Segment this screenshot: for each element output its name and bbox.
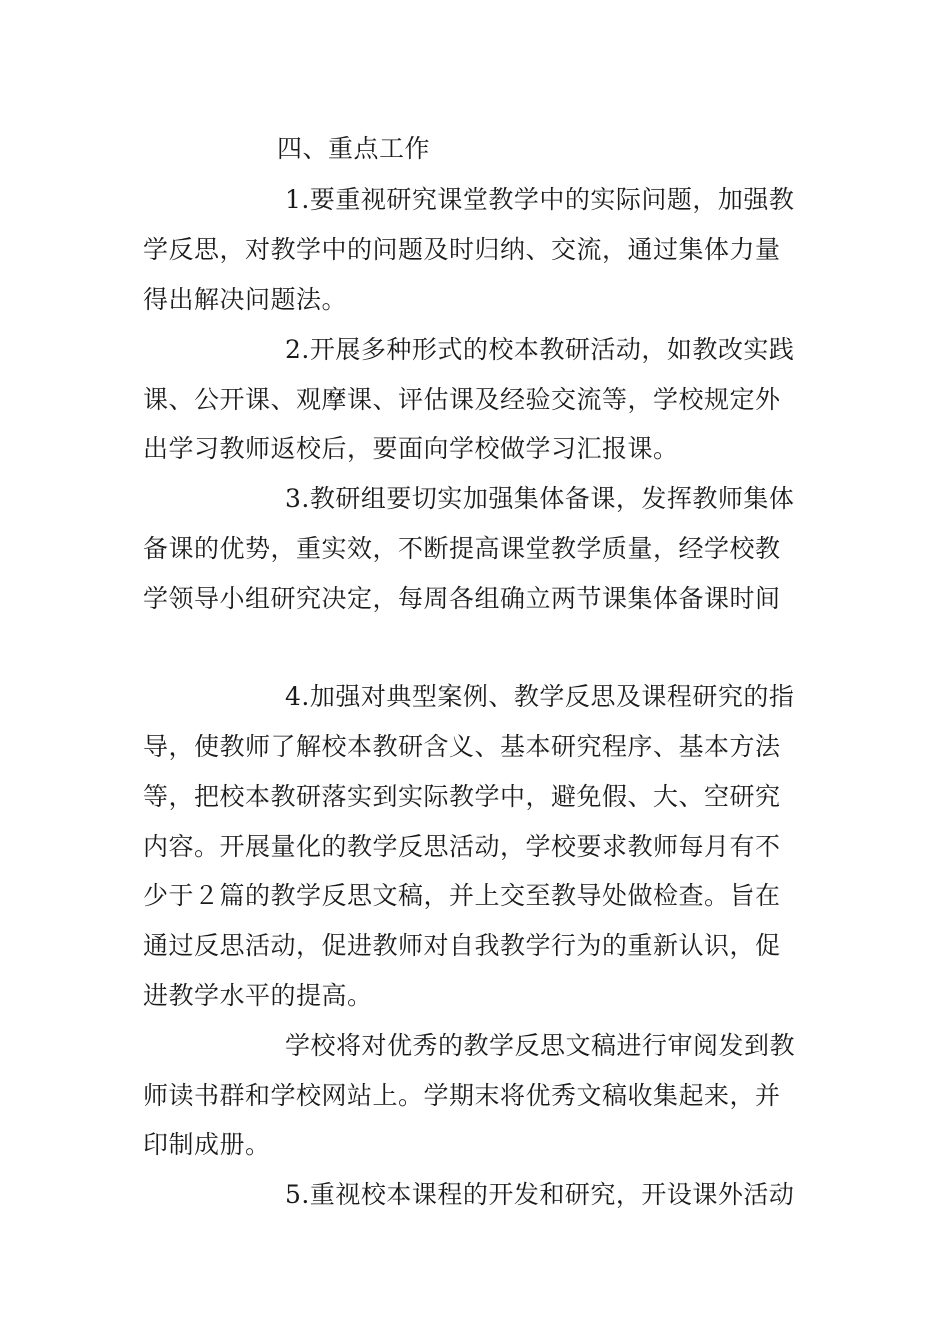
item-3-line-1: 3.教研组要切实加强集体备课，发挥教师集体 bbox=[285, 484, 795, 513]
paragraph-5-line-2: 师读书群和学校网站上。学期末将优秀文稿收集起来，并 bbox=[143, 1081, 781, 1110]
section-heading: 四、重点工作 bbox=[277, 134, 431, 163]
paragraph-5-line-3: 印制成册。 bbox=[143, 1130, 271, 1159]
item-4-line-1: 4.加强对典型案例、教学反思及课程研究的指 bbox=[285, 682, 795, 711]
item-3-line-2: 备课的优势，重实效，不断提高课堂教学质量，经学校教 bbox=[143, 534, 781, 563]
item-5-line-1: 5.重视校本课程的开发和研究，开设课外活动 bbox=[285, 1180, 795, 1209]
item-4-line-6: 通过反思活动，促进教师对自我教学行为的重新认识，促 bbox=[143, 931, 781, 960]
paragraph-5-line-1: 学校将对优秀的教学反思文稿进行审阅发到教 bbox=[285, 1031, 796, 1060]
item-2-line-1: 2.开展多种形式的校本教研活动，如教改实践 bbox=[285, 335, 795, 364]
item-2-line-3: 出学习教师返校后，要面向学校做学习汇报课。 bbox=[143, 434, 679, 463]
item-3-line-3: 学领导小组研究决定，每周各组确立两节课集体备课时间 bbox=[143, 584, 781, 613]
item-4-line-5: 少于２篇的教学反思文稿，并上交至教导处做检查。旨在 bbox=[143, 881, 781, 910]
item-1-line-2: 学反思，对教学中的问题及时归纳、交流，通过集体力量 bbox=[143, 235, 781, 264]
item-4-line-3: 等，把校本教研落实到实际教学中，避免假、大、空研究 bbox=[143, 782, 781, 811]
item-4-line-4: 内容。开展量化的教学反思活动，学校要求教师每月有不 bbox=[143, 832, 781, 861]
item-4-line-2: 导，使教师了解校本教研含义、基本研究程序、基本方法 bbox=[143, 732, 781, 761]
item-1-line-1: 1.要重视研究课堂教学中的实际问题，加强教 bbox=[285, 185, 795, 214]
item-4-line-7: 进教学水平的提高。 bbox=[143, 981, 373, 1010]
item-2-line-2: 课、公开课、观摩课、评估课及经验交流等，学校规定外 bbox=[143, 385, 781, 414]
item-1-line-3: 得出解决问题法。 bbox=[143, 285, 348, 314]
